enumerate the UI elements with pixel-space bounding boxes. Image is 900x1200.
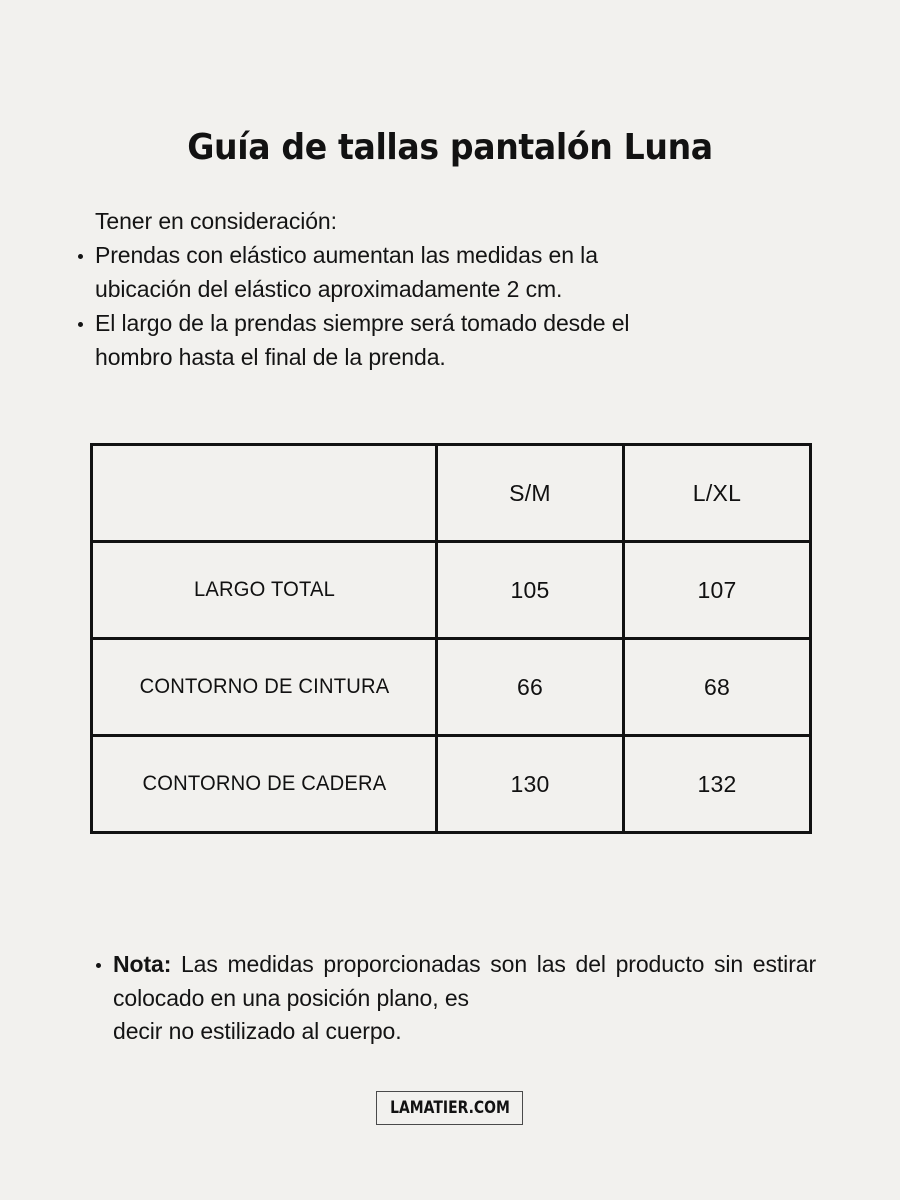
considerations-block — [72, 205, 816, 374]
size-table-body — [92, 542, 811, 833]
footer-note-block — [90, 948, 816, 1049]
page-title: Guía de tallas pantalón Luna — [187, 127, 713, 169]
considerations-list — [72, 239, 816, 374]
cell-contorno-cadera-lxl: 132 — [624, 736, 811, 833]
consideration-text-1-cont: ubicación del elástico aproximadamente 2 cm. — [95, 275, 563, 302]
list-item — [90, 948, 816, 1049]
size-table-container — [90, 443, 809, 834]
cell-contorno-cintura-sm: 66 — [437, 639, 624, 736]
list-item — [72, 239, 816, 306]
cell-contorno-cadera-sm: 130 — [437, 736, 624, 833]
size-table-head — [92, 445, 811, 542]
row-label-contorno-cintura: CONTORNO DE CINTURA — [98, 639, 429, 736]
table-row — [92, 542, 811, 639]
footer-note-list — [90, 948, 816, 1049]
consideration-text-2-cont: hombro hasta el final de la prenda. — [95, 343, 446, 370]
cell-largo-total-lxl: 107 — [624, 542, 811, 639]
consideration-text-1: Prendas con elástico aumentan las medidas en la — [95, 242, 598, 268]
note-label: Nota: — [113, 951, 172, 977]
header-cell-measure — [92, 445, 437, 542]
brand-name: LAMATIER.COM — [389, 1098, 510, 1118]
row-label-largo-total: LARGO TOTAL — [98, 542, 429, 639]
note-text-cont: decir no estilizado al cuerpo. — [113, 1018, 402, 1044]
table-header-row — [92, 445, 811, 542]
header-cell-sm: S/M — [437, 445, 624, 542]
considerations-lead: Tener en consideración: — [95, 208, 337, 234]
note-text: Las medidas proporcionadas son las del producto sin estirar colocado en una posición plano, es — [113, 951, 816, 1011]
consideration-text-2: El largo de la prendas siempre será tomado desde el — [95, 310, 630, 336]
row-label-contorno-cadera: CONTORNO DE CADERA — [98, 736, 429, 833]
size-table — [90, 443, 812, 834]
cell-contorno-cintura-lxl: 68 — [624, 639, 811, 736]
list-item — [72, 307, 816, 374]
brand-badge — [376, 1091, 523, 1125]
table-row — [92, 736, 811, 833]
cell-largo-total-sm: 105 — [437, 542, 624, 639]
header-cell-lxl: L/XL — [624, 445, 811, 542]
table-row — [92, 639, 811, 736]
